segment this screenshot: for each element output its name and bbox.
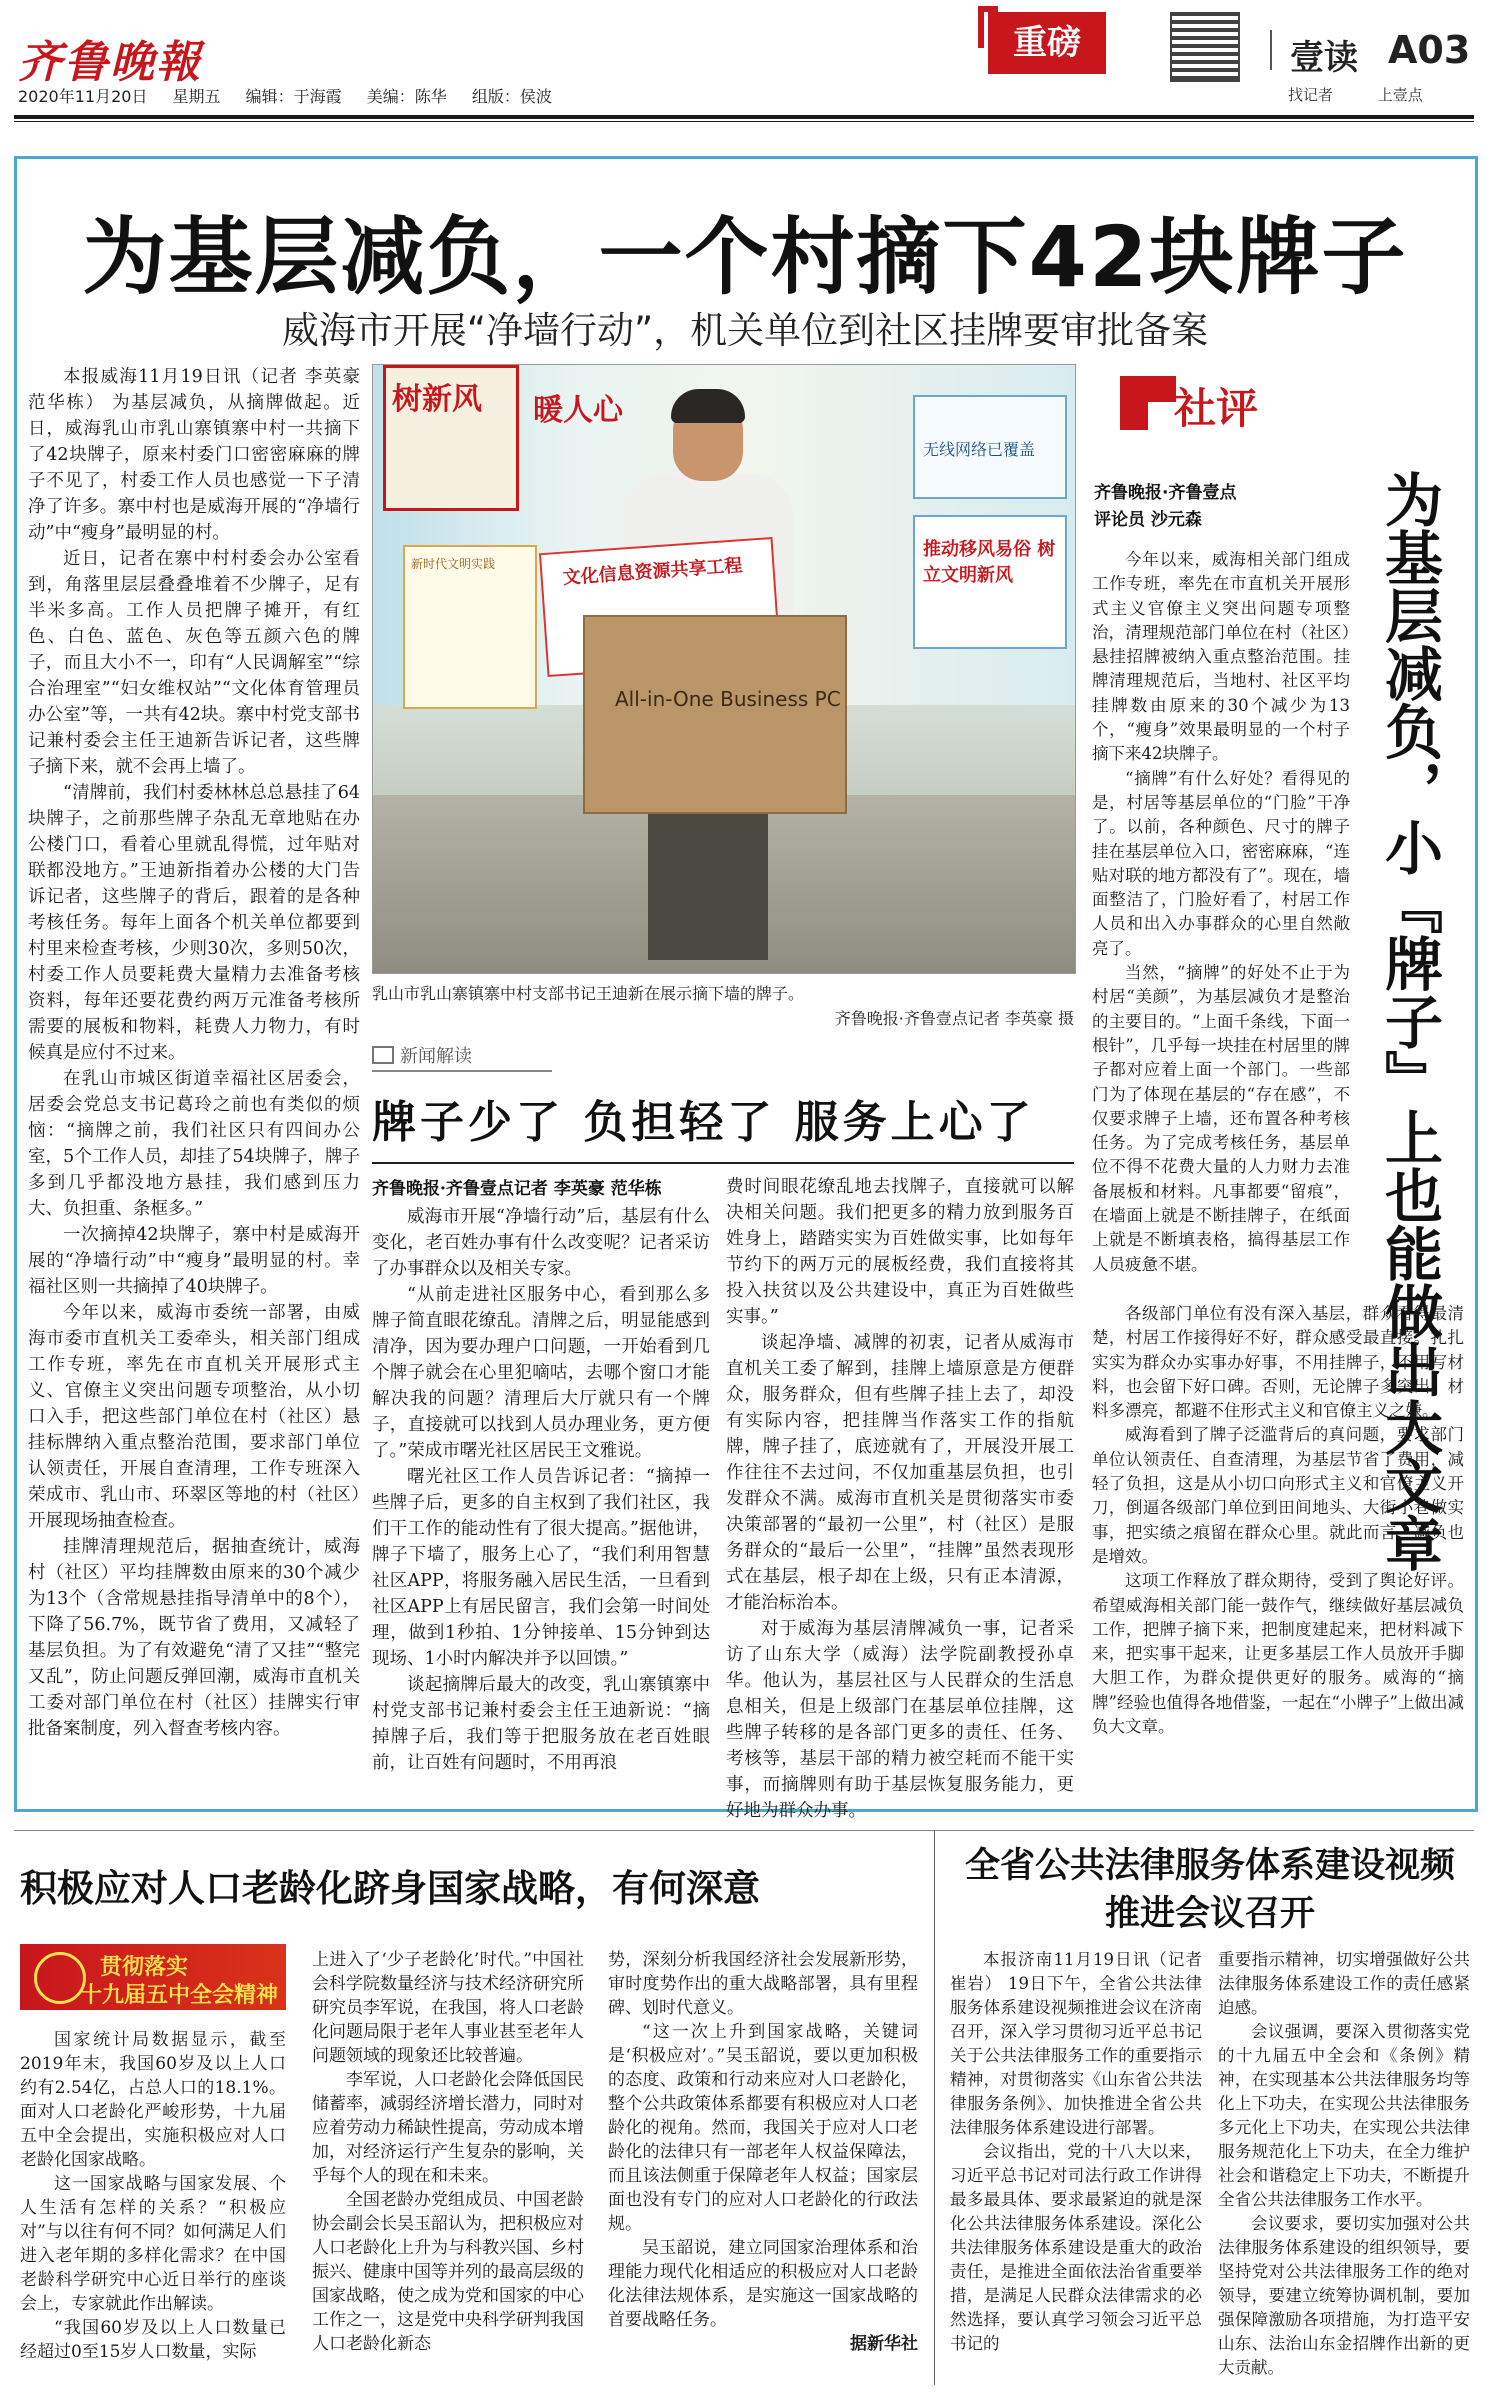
photo-wifi-text: 无线网络已覆盖: [923, 440, 1036, 459]
paragraph: 会议要求，要切实加强对公共法律服务体系建设的组织领导，要坚持党对公共法律服务工作的绝对领导，要建立统筹协调机制，要加强保障激励各项措施，为打造平安山东、法治山东金招牌作出新的更大贡献。: [1218, 2214, 1470, 2377]
bottom-rule: [14, 1830, 1474, 1831]
paragraph: 谈起净墙、减牌的初衷，记者从威海市直机关工委了解到，挂牌上墙原意是方便群众，服务群众，但有些牌子挂上去了，却没有实际内容，把挂牌当作落实工作的指航牌，牌子挂了，底迹就有了，开展没开展工作往往不去过问，不仅加重基层负担，也引发群众不满。威海市直机关是贯彻落实市委决策部署的“最初一公里”，村（社区）是服务群众的“最后一公里”，“挂牌”虽然表现形式在基层，根子却在上级，只有正本清源，才能治标治本。: [726, 1333, 1074, 1613]
header-rule: [14, 115, 1474, 119]
lead-subheadline: 威海市开展“净墙行动”，机关单位到社区挂牌要审批备案: [281, 309, 1209, 352]
legal-column-2: [1218, 1948, 1470, 2380]
promo-line-1: 贯彻落实: [100, 1955, 189, 1980]
news-analysis-label: [372, 1042, 552, 1072]
newspaper-masthead: 齐鲁晚報: [18, 37, 202, 88]
aging-column-1: [20, 2028, 286, 2364]
aging-column-2: [312, 1948, 584, 2356]
section-slogan: [1288, 84, 1423, 105]
section-tag: 重磅: [988, 12, 1106, 74]
paragraph: 费时间眼花缭乱地去找牌子，直接就可以解决相关问题。我们把更多的精力放到服务百姓身上，踏踏实实为百姓做实事，比如每年节约下的两万元的展板经费，我们直接将其投入扶贫以及公共建设中，真正为百姓做些实事。”: [726, 1177, 1074, 1327]
commentary-body-wide: [1092, 1302, 1464, 1739]
paragraph: 今年以来，威海市委统一部署，由威海市委市直机关工委牵头，相关部门组成工作专班，率先在市直机关开展形式主义、官僚主义突出问题专项整治，从小切口入手，把这些部门单位在村（社区）悬挂标牌纳入重点整治范围，要求部门单位认领责任，开展自查清理，工作专班深入荣成市、乳山市、环翠区等地的村（社区）开展现场抽查检查。: [28, 1303, 360, 1531]
slogan-left: 找记者: [1288, 86, 1334, 104]
paragraph: “摘牌”有什么好处？看得见的是，村居等基层单位的“门脸”干净了。以前，各种颜色、尺寸的牌子挂在基层单位入口，密密麻麻，“连贴对联的地方都没有了”。现在，墙面整洁了，门脸好看了，村居工作人员和出入办事群众的心里自然敞亮了。: [1092, 768, 1350, 958]
paragraph: 李军说，人口老龄化会降低国民储蓄率，减弱经济增长潜力，同时对应着劳动力稀缺性提高，劳动成本增加，对经济运行产生复杂的影响，关乎每个人的现在和未来。: [312, 2070, 584, 2186]
paragraph: 吴玉韶说，建立同国家治理体系和治理能力现代化相适应的积极应对人口老龄化法律法规体系，是实施这一国家战略的首要战略任务。: [608, 2238, 918, 2330]
photo-sign-text-2: 暖人心: [533, 393, 623, 428]
paragraph: “我国60岁及以上人口数量已经超过0至15岁人口数量，实际: [20, 2318, 286, 2362]
photo-sign-left: [383, 365, 519, 511]
promo-line-2: 十九届五中全会精神: [80, 1983, 279, 2008]
section-name: 壹读: [1290, 38, 1358, 78]
paragraph: “清牌前，我们村委林林总总悬挂了64块牌子，之前那些牌子杂乱无章地贴在办公楼门口，看着心里就乱得慌，过年贴对联都没地方。”王迪新指着办公楼的大门告诉记者，这些牌子的背后，跟着的是各种考核任务。每年上面各个机关单位都要到村里来检查考核，少则30次，多则50次，村委工作人员要耗费大量精力去准备考核资料，每年还要花费约两万元准备考核所需要的展板和物料，耗费人力物力，有时候真是应付不过来。: [28, 783, 360, 1063]
lead-column-2: [372, 1204, 710, 1776]
commentary-byline-2: 评论员 沙元森: [1094, 510, 1202, 530]
header-divider: [1270, 30, 1272, 70]
commentary-title: 为基层减负，小『牌子』上也能做出大文章: [1375, 470, 1443, 1572]
document-icon: [372, 1046, 394, 1064]
paragraph: 挂牌清理规范后，据抽查统计，威海村（社区）平均挂牌数由原来的30个减少为13个（含常规悬挂指导清单中的8个），下降了56.7%，既节省了费用，又减轻了基层负担。为了有效避免“清了又挂”“整完又乱”，防止问题反弹回潮，威海市直机关工委对部门单位在村（社区）挂牌实行审批备案制度，列入督查考核内容。: [28, 1537, 360, 1739]
analysis-headline: 牌子少了 负担轻了 服务上心了: [372, 1097, 1035, 1148]
bottom-column-divider: [934, 1830, 935, 2385]
paragraph: 这项工作释放了群众期待，受到了舆论好评。希望威海相关部门能一鼓作气，继续做好基层减负工作，把牌子摘下来，把制度建起来，把材料减下来，把实事干起来，让更多基层工作人员放开手脚大胆工作，为群众提供更好的服务。威海的“摘牌”经验也值得各地借鉴，一起在“小牌子”上做出减负大文章。: [1092, 1571, 1464, 1737]
commentary-byline-1: 齐鲁晚报·齐鲁壹点: [1094, 483, 1237, 503]
qr-code-icon[interactable]: [1170, 12, 1240, 82]
news-analysis-text: 新闻解读: [400, 1046, 472, 1067]
commentary-label: [1120, 376, 1300, 436]
header-rule-thin: [14, 121, 1474, 122]
paragraph: 本报济南11月19日讯（记者 崔岩） 19日下午，全省公共法律服务体系建设视频推进会议在济南召开，深入学习贯彻习近平总书记关于公共法律服务工作的重要指示精神，对贯彻落实《山东省公共法律服务条例》、加快推进全省公共法律服务体系建设进行部署。: [950, 1950, 1202, 2137]
issue-date: 2020年11月20日: [18, 87, 148, 106]
paragraph: 重要指示精神，切实增强做好公共法律服务体系建设工作的责任感紧迫感。: [1218, 1950, 1470, 2017]
photo-board-right-text: 推动移风易俗 树立文明新风: [923, 539, 1056, 586]
lead-column-3: [726, 1174, 1074, 1824]
paragraph: 对于威海为基层清牌减负一事，记者采访了山东大学（威海）法学院副教授孙卓华。他认为，基层社区与人民群众的生活息息相关，但是上级部门在基层单位挂牌，这些牌子转移的是各部门更多的责任、任务、考核等，基层干部的精力被空耗而不能干实事，而摘牌则有助于基层恢复服务能力，更好地为群众办事。: [726, 1619, 1074, 1821]
paragraph: 上进入了‘少子老龄化’时代。”中国社会科学院数量经济与技术经济研究所研究员李军说，在我国，将人口老龄化问题局限于老年人事业甚至老年人问题领域的现象还比较普遍。: [312, 1950, 584, 2066]
paragraph: 全国老龄办党组成员、中国老龄协会副会长吴玉韶认为，把积极应对人口老龄化上升为与科教兴国、乡村振兴、健康中国等并列的最高层级的国家战略，使之成为党和国家的中心工作之一，这是党中央科学研判我国人口老龄化新态: [312, 2190, 584, 2354]
paragraph: 今年以来，威海相关部门组成工作专班，率先在市直机关开展形式主义官僚主义突出问题专项整治，清理规范部门单位在村（社区）悬挂招牌被纳入重点整治范围。挂牌清理规范后，当地村、社区平均挂牌数由原来的30个减少为13个，“瘦身”效果最明显的一个村子摘下来42块牌子。: [1092, 550, 1350, 764]
designer-credit: 美编：陈华: [366, 87, 447, 106]
commentary-body: [1092, 548, 1350, 1277]
analysis-byline: 齐鲁晚报·齐鲁壹点记者 李英豪 范华栋: [372, 1179, 662, 1199]
lead-column-1: [28, 364, 360, 1742]
paragraph: 会议强调，要深入贯彻落实党的十九届五中全会和《条例》精神，在实现基本公共法律服务均等化上下功夫，在实现公共法律服务多元化上下功夫，在实现公共法律服务规范化上下功夫，在全力维护社会和谐稳定上下功夫，不断提升全省公共法律服务工作水平。: [1218, 2022, 1470, 2209]
paragraph: 当然，“摘牌”的好处不止于为村居“美颜”，为基层减负才是整治的主要目的。“上面千条线，下面一根针”，几乎每一块挂在村居里的牌子都对应着上面一个部门。一些部门为了体现在基层的“存在感”，不仅要求牌子上墙，还布置各种考核任务。为了完成考核任务，基层单位不得不花费大量的人力财力去准备展板和材料。凡事都要“留痕”，在墙面上就是不断挂牌子，在纸面上就是不断填表格，搞得基层工作人员疲惫不堪。: [1092, 963, 1350, 1274]
aging-headline: 积极应对人口老龄化跻身国家战略，有何深意: [20, 1867, 760, 1910]
commentary-mark-top: [1120, 376, 1176, 402]
editor-credit: 编辑：于海霞: [245, 87, 342, 106]
aging-column-3: [608, 1948, 918, 2356]
photo-caption: 乳山市乳山寨镇寨中村支部书记王迪新在展示摘下墙的牌子。: [372, 984, 805, 1003]
proof-credit: 组版：侯波: [471, 87, 552, 106]
legal-service-headline: 全省公共法律服务体系建设视频推进会议召开: [964, 1846, 1455, 1934]
analysis-rule: [372, 1162, 1074, 1164]
photo-board-text: 新时代文明实践: [411, 557, 496, 571]
paragraph: 势，深刻分析我国经济社会发展新形势，审时度势作出的重大战略部署，具有里程碑、划时代意义。: [608, 1950, 918, 2018]
issue-weekday: 星期五: [172, 87, 221, 106]
paragraph: 国家统计局数据显示，截至2019年末，我国60岁及以上人口约有2.54亿，占总人口的18.1%。面对人口老龄化严峻形势，十九届五中全会提出，实施积极应对人口老龄化国家战略。: [20, 2030, 286, 2170]
promo-banner: [20, 1944, 286, 2010]
photo-board-right: [913, 515, 1067, 649]
paragraph: 这一国家战略与国家发展、个人生活有怎样的关系？“积极应对”与以往有何不同？如何满足人们进入老年期的多样化需求？在中国老龄科学研究中心近日举行的座谈会上，专家就此作出解读。: [20, 2174, 286, 2314]
photo-plate-text: 文化信息资源共享工程: [562, 555, 744, 589]
slogan-right: 上壹点: [1377, 86, 1423, 104]
paragraph: 会议指出，党的十八大以来，习近平总书记对司法行政工作讲得最多最具体、要求最紧迫的就是深化公共法律服务体系建设。深化公共法律服务体系建设是重大的政治责任，是推进全面依法治省重要举措，是满足人民群众法律需求的必然选择，要认真学习领会习近平总书记的: [950, 2142, 1202, 2353]
party-emblem-icon: [34, 1952, 86, 2004]
paragraph: “从前走进社区服务中心，看到那么多牌子简直眼花缭乱。清牌之后，明显能感到清净，因为要办理户口问题，一开始看到几个牌子就会在心里犯嘀咕，去哪个窗口才能解决我的问题？清理后大厅就只有一个牌子，直接就可以找到人员办理业务，更方便了。”荣成市曙光社区居民王文雅说。: [372, 1285, 710, 1461]
paragraph: 一次摘掉42块牌子，寨中村是威海开展的“净墙行动”中“瘦身”最明显的村。幸福社区则一共摘掉了40块牌子。: [28, 1225, 360, 1297]
commentary-label-text: 社评: [1174, 384, 1259, 433]
paragraph: 在乳山市城区街道幸福社区居委会，居委会党总支书记葛玲之前也有类似的烦恼：“摘牌之前，我们社区只有四间办公室，5个工作人员，却挂了54块牌子，牌子多到几乎都没地方悬挂，我们感到压力大、负担重、条框多。”: [28, 1069, 360, 1219]
legal-column-1: [950, 1948, 1202, 2356]
page-number: A03: [1388, 28, 1471, 72]
paragraph: 谈起摘牌后最大的改变，乳山寨镇寨中村党支部书记兼村委会主任王迪新说：“摘掉牌子后，我们等于把服务放在老百姓眼前，让百姓有问题时，不用再浪: [372, 1675, 710, 1773]
photo-sign-text: 树新风: [392, 382, 482, 417]
commentary-byline: [1094, 480, 1236, 534]
news-photo: [372, 364, 1076, 974]
paragraph: 本报威海11月19日讯（记者 李英豪 范华栋） 为基层减负，从摘牌做起。近日，威海乳山市乳山寨镇寨中村一共摘下了42块牌子，原来村委门口密密麻麻的牌子不见了，村委工作人员也感觉一下子清净了许多。寨中村也是威海开展的“净墙行动”中“瘦身”最明显的村。: [28, 367, 360, 543]
source-credit: 据新华社: [850, 2334, 918, 2354]
photo-board-left: [403, 545, 537, 709]
paragraph: 威海看到了牌子泛滥背后的真问题，要求部门单位认领责任、自查清理，为基层节省了费用，减轻了负担，这是从小切口向形式主义和官僚主义开刀，倒逼各级部门单位到田间地头、大街小巷做实事，把实绩之痕留在群众心里。就此而言，减负也是增效。: [1092, 1425, 1464, 1566]
lead-headline: 为基层减负，一个村摘下42块牌子: [82, 208, 1408, 306]
photo-board-wifi: [913, 395, 1067, 499]
photo-credit: 齐鲁晚报·齐鲁壹点记者 李英豪 摄: [834, 1009, 1074, 1028]
paragraph: 各级部门单位有没有深入基层，群众看得最清楚，村居工作接得好不好，群众感受最直接。扎扎实实为群众办实事办好事，不用挂牌子，不用写材料，也会留下好口碑。否则，无论牌子多突出，材料多漂亮，都避不住形式主义和官僚主义之嫌。: [1092, 1304, 1464, 1421]
photo-box-text: All-in-One Business PC: [615, 687, 841, 711]
paragraph: 威海市开展“净墙行动”后，基层有什么变化，老百姓办事有什么改变呢？记者采访了办事群众以及相关专家。: [372, 1207, 710, 1279]
photo-box: [583, 615, 847, 814]
paragraph: 近日，记者在寨中村村委会办公室看到，角落里层层叠叠堆着不少牌子，足有半米多高。工作人员把牌子摊开，有红色、白色、蓝色、灰色等五颜六色的牌子，而且大小不一，印有“人民调解室”“综合治理室”“妇女维权站”“文化体育管理员办公室”等，一共有42块。寨中村党支部书记兼村委会主任王迪新告诉记者，这些牌子摘下来，就不会再上墙了。: [28, 549, 360, 777]
issue-meta: [18, 84, 572, 107]
photo-person-hair: [671, 389, 745, 423]
paragraph: 曙光社区工作人员告诉记者：“摘掉一些牌子后，更多的自主权到了我们社区，我们干工作的能动性有了很大提高。”据他讲，牌子下墙了，服务上心了，“我们利用智慧社区APP，将服务融入居民生活，一旦看到社区APP上有居民留言，我们会第一时间处理，做到1秒拍、1分钟接单、15分钟到达现场、1小时内解决并予以回馈。”: [372, 1467, 710, 1669]
paragraph: “这一次上升到国家战略，关键词是‘积极应对’。”吴玉韶说，要以更加积极的态度、政策和行动来应对人口老龄化，整个公共政策体系都要有积极应对人口老龄化的视角。然而，我国关于应对人口老龄化的法律只有一部老年人权益保障法，而且该法侧重于保障老年人权益；国家层面也没有专门的应对人口老龄化的行政法规。: [608, 2022, 918, 2234]
